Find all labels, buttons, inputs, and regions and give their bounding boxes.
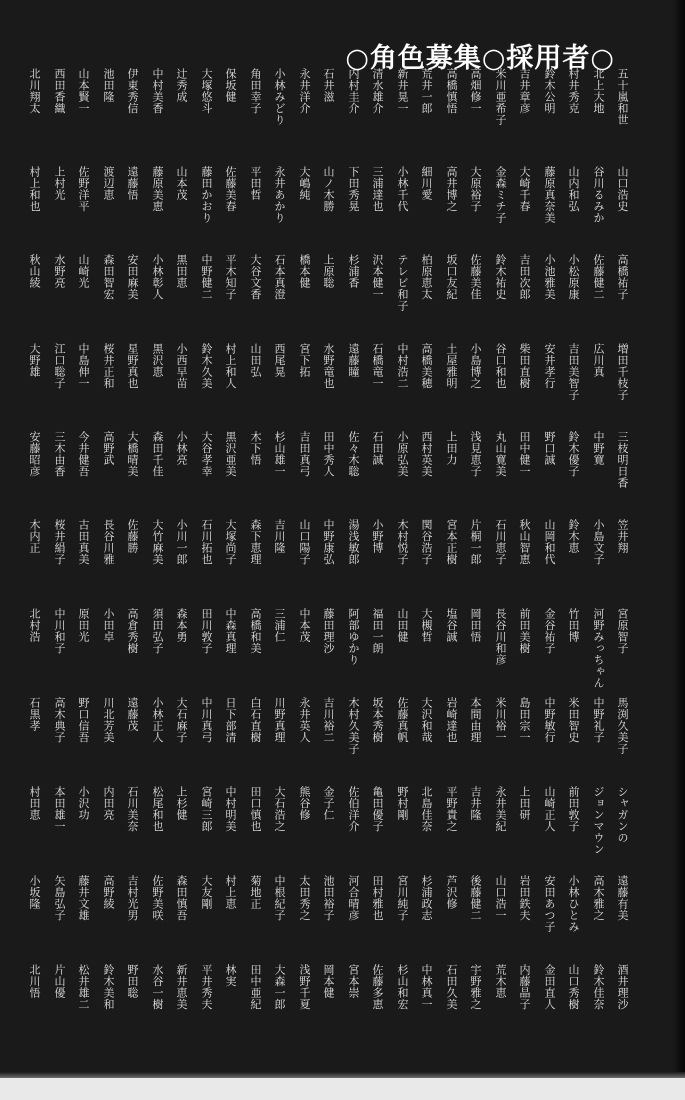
performer-name: 大野雄 bbox=[28, 343, 41, 378]
performer-name: 中野康弘 bbox=[322, 519, 335, 565]
performer-name: 田中亜紀 bbox=[249, 964, 262, 1010]
performer-name: 酒井理沙 bbox=[616, 964, 629, 1010]
name-list-row bbox=[12, 519, 630, 600]
performer-name: 太田秀之 bbox=[298, 875, 311, 921]
performer-name: 小島文子 bbox=[592, 519, 605, 565]
performer-name: 水野竜也 bbox=[322, 343, 335, 389]
performer-name: 小林千代 bbox=[396, 166, 409, 212]
performer-name: 古田真美 bbox=[77, 519, 90, 565]
performer-name: 渡辺恵 bbox=[102, 166, 115, 201]
performer-name: 山田健 bbox=[396, 608, 409, 643]
performer-name: 大沢和哉 bbox=[420, 697, 433, 743]
performer-name: 安井孝行 bbox=[543, 343, 556, 389]
performer-name: 山口浩一 bbox=[494, 875, 507, 921]
performer-name: 石川恵子 bbox=[494, 519, 507, 565]
performer-name: 高橋慎悟 bbox=[445, 68, 458, 114]
performer-name: 今井健吾 bbox=[77, 431, 90, 477]
name-list bbox=[12, 68, 630, 1068]
performer-name: 遠藤瞳 bbox=[347, 343, 360, 378]
performer-name: 高野武 bbox=[102, 431, 115, 466]
performer-name: 西村英美 bbox=[420, 431, 433, 477]
performer-name: 安藤昭彦 bbox=[28, 431, 41, 477]
performer-name: 安田あつ子 bbox=[543, 875, 556, 933]
performer-name: 中野敏行 bbox=[543, 697, 556, 743]
performer-name: 五十嵐和世 bbox=[616, 68, 629, 126]
performer-name: 田中健一 bbox=[518, 431, 531, 477]
performer-name: 村上和人 bbox=[224, 343, 237, 389]
performer-name: 森本勇 bbox=[175, 608, 188, 643]
performer-name: 三浦達也 bbox=[371, 166, 384, 212]
performer-name: 石黒孝 bbox=[28, 697, 41, 732]
name-list-row bbox=[12, 964, 630, 1058]
performer-name: 大石浩之 bbox=[273, 786, 286, 832]
performer-name: 藤井文雄 bbox=[77, 875, 90, 921]
performer-name: 遠藤有美 bbox=[616, 875, 629, 921]
performer-name: 藤田かおり bbox=[200, 166, 213, 224]
performer-name: 中村美香 bbox=[151, 68, 164, 114]
performer-name: 亀田優子 bbox=[371, 786, 384, 832]
performer-name: 中森真理 bbox=[224, 608, 237, 654]
performer-name: 野口信吾 bbox=[77, 697, 90, 743]
performer-name: 佐藤健二 bbox=[592, 254, 605, 300]
performer-name: 山本茂 bbox=[175, 166, 188, 201]
performer-name: 伊東秀信 bbox=[126, 68, 139, 114]
performer-name: 坂本秀樹 bbox=[371, 697, 384, 743]
performer-name: 水谷一樹 bbox=[151, 964, 164, 1010]
performer-name: 河合晴彦 bbox=[347, 875, 360, 921]
performer-name: 石本真澄 bbox=[273, 254, 286, 300]
performer-name: 宮原智子 bbox=[616, 608, 629, 654]
performer-name: 田口慎也 bbox=[249, 786, 262, 832]
performer-name: 木内正 bbox=[28, 519, 41, 554]
performer-name: 桜井正和 bbox=[102, 343, 115, 389]
performer-name: 鈴木公明 bbox=[543, 68, 556, 114]
performer-name: 柴田直樹 bbox=[518, 343, 531, 389]
performer-name: 吉井章彦 bbox=[518, 68, 531, 114]
performer-name: 野村剛 bbox=[396, 786, 409, 821]
performer-name: 大塚尚子 bbox=[224, 519, 237, 565]
performer-name: 高倉秀樹 bbox=[126, 608, 139, 654]
performer-name: 吉村光男 bbox=[126, 875, 139, 921]
performer-name: 岩田鉄夫 bbox=[518, 875, 531, 921]
performer-name: 川北芳美 bbox=[102, 697, 115, 743]
performer-name: 高木典子 bbox=[53, 697, 66, 743]
performer-name: 永井洋介 bbox=[298, 68, 311, 114]
performer-name: 坂口友紀 bbox=[445, 254, 458, 300]
performer-name: 松井雄二 bbox=[77, 964, 90, 1010]
performer-name: 松尾和也 bbox=[151, 786, 164, 832]
performer-name: 矢島弘子 bbox=[53, 875, 66, 921]
performer-name: 大谷文香 bbox=[249, 254, 262, 300]
performer-name: 平田哲 bbox=[249, 166, 262, 201]
performer-name: 中島伸一 bbox=[77, 343, 90, 389]
performer-name: 山口陽子 bbox=[298, 519, 311, 565]
performer-name: 大橋晴美 bbox=[126, 431, 139, 477]
page-bottom-edge bbox=[0, 1072, 685, 1100]
performer-name: 鈴木美和 bbox=[102, 964, 115, 1010]
performer-name: ジョンマウン bbox=[592, 786, 605, 855]
performer-name: 佐野洋平 bbox=[77, 166, 90, 212]
performer-name: 星野真也 bbox=[126, 343, 139, 389]
performer-name: 米田智史 bbox=[567, 697, 580, 743]
performer-name: 林実 bbox=[224, 964, 237, 987]
performer-name: 荒井一郎 bbox=[420, 68, 433, 114]
performer-name: 長谷川和彦 bbox=[494, 608, 507, 666]
performer-name: テレビ和子 bbox=[396, 254, 409, 312]
performer-name: 阿部ゆかり bbox=[347, 608, 360, 666]
performer-name: 池田裕子 bbox=[322, 875, 335, 921]
performer-name: 大竹麻美 bbox=[151, 519, 164, 565]
performer-name: 西田香織 bbox=[53, 68, 66, 114]
performer-name: 杉山雄一 bbox=[273, 431, 286, 477]
performer-name: 三枝明日香 bbox=[616, 431, 629, 489]
performer-name: 小野博 bbox=[371, 519, 384, 554]
name-list-row bbox=[12, 875, 630, 956]
performer-name: 塩谷誠 bbox=[445, 608, 458, 643]
performer-name: 米川亜希子 bbox=[494, 68, 507, 126]
performer-name: 高橋美穂 bbox=[420, 343, 433, 389]
performer-name: 中根紀子 bbox=[273, 875, 286, 921]
performer-name: 土屋雅明 bbox=[445, 343, 458, 389]
performer-name: 桜井絹子 bbox=[53, 519, 66, 565]
performer-name: 宮本崇 bbox=[347, 964, 360, 999]
performer-name: 三浦仁 bbox=[273, 608, 286, 643]
performer-name: 永井あかり bbox=[273, 166, 286, 224]
performer-name: 吉井隆 bbox=[469, 786, 482, 821]
performer-name: 新井恵美 bbox=[175, 964, 188, 1010]
name-list-row bbox=[12, 697, 630, 778]
name-list-row bbox=[12, 608, 630, 689]
performer-name: 中川和子 bbox=[53, 608, 66, 654]
performer-name: 鈴木久美 bbox=[200, 343, 213, 389]
performer-name: 田中秀人 bbox=[322, 431, 335, 477]
performer-name: 内藤晶子 bbox=[518, 964, 531, 1010]
performer-name: 遠藤悟 bbox=[126, 166, 139, 201]
performer-name: 竹田博 bbox=[567, 608, 580, 643]
performer-name: 小池雅美 bbox=[543, 254, 556, 300]
name-list-row bbox=[12, 343, 630, 423]
performer-name: 山崎光 bbox=[77, 254, 90, 289]
performer-name: 小沢功 bbox=[77, 786, 90, 821]
performer-name: 岡本健 bbox=[322, 964, 335, 999]
performer-name: 永井美紀 bbox=[494, 786, 507, 832]
performer-name: 森下恵理 bbox=[249, 519, 262, 565]
performer-name: 村井秀克 bbox=[567, 68, 580, 114]
performer-name: 吉川裕二 bbox=[322, 697, 335, 743]
performer-name: 橋本健 bbox=[298, 254, 311, 289]
performer-name: 黒沢亜美 bbox=[224, 431, 237, 477]
performer-name: 木村久美子 bbox=[347, 697, 360, 755]
performer-name: 佐野美咲 bbox=[151, 875, 164, 921]
performer-name: 中野寛 bbox=[592, 431, 605, 466]
performer-name: 角田幸子 bbox=[249, 68, 262, 114]
performer-name: 増田千枝子 bbox=[616, 343, 629, 401]
performer-name: 大崎千春 bbox=[518, 166, 531, 212]
performer-name: 北島佳奈 bbox=[420, 786, 433, 832]
performer-name: 吉田美智子 bbox=[567, 343, 580, 401]
page-title: ○角色募集○採用者○ bbox=[345, 43, 615, 74]
performer-name: 福田一朗 bbox=[371, 608, 384, 654]
performer-name: 長谷川雅 bbox=[102, 519, 115, 565]
performer-name: 佐々木聡 bbox=[347, 431, 360, 477]
performer-name: 本間由理 bbox=[469, 697, 482, 743]
performer-name: 石川拓也 bbox=[200, 519, 213, 565]
performer-name: 金森ミチ子 bbox=[494, 166, 507, 224]
performer-name: 保坂健 bbox=[224, 68, 237, 103]
performer-name: 小原弘美 bbox=[396, 431, 409, 477]
performer-name: 北川悟 bbox=[28, 964, 41, 999]
performer-name: 石田誠 bbox=[371, 431, 384, 466]
performer-name: 秋山綾 bbox=[28, 254, 41, 289]
performer-name: 内田亮 bbox=[102, 786, 115, 821]
performer-name: 辻秀成 bbox=[175, 68, 188, 103]
performer-name: 石井滋 bbox=[322, 68, 335, 103]
performer-name: 小林正人 bbox=[151, 697, 164, 743]
performer-name: 中野健二 bbox=[200, 254, 213, 300]
performer-name: 秋山智恵 bbox=[518, 519, 531, 565]
performer-name: 鈴木優子 bbox=[567, 431, 580, 477]
performer-name: 小島博之 bbox=[469, 343, 482, 389]
performer-name: 宮下拓 bbox=[298, 343, 311, 378]
performer-name: 笠井翔 bbox=[616, 519, 629, 554]
performer-name: 杉山和宏 bbox=[396, 964, 409, 1010]
performer-name: 石橋竜一 bbox=[371, 343, 384, 389]
performer-name: 大塚悠斗 bbox=[200, 68, 213, 114]
name-list-row bbox=[12, 431, 630, 511]
performer-name: 山本賢一 bbox=[77, 68, 90, 114]
performer-name: 宮川純子 bbox=[396, 875, 409, 921]
performer-name: 河野みっちゃん bbox=[592, 608, 605, 689]
performer-name: 村上和也 bbox=[28, 166, 41, 212]
performer-name: 前田敦子 bbox=[567, 786, 580, 832]
performer-name: 熊谷修 bbox=[298, 786, 311, 821]
performer-name: 片桐一郎 bbox=[469, 519, 482, 565]
name-list-row bbox=[12, 254, 630, 335]
performer-name: 須田弘子 bbox=[151, 608, 164, 654]
performer-name: 浅見恵子 bbox=[469, 431, 482, 477]
performer-name: 小林みどり bbox=[273, 68, 286, 126]
performer-name: 岡田悟 bbox=[469, 608, 482, 643]
performer-name: 白石直樹 bbox=[249, 697, 262, 743]
performer-name: 小林亮 bbox=[175, 431, 188, 466]
performer-name: 菊地正 bbox=[249, 875, 262, 910]
performer-name: 山岡和代 bbox=[543, 519, 556, 565]
performer-name: 大原裕子 bbox=[469, 166, 482, 212]
performer-name: 片山優 bbox=[53, 964, 66, 999]
performer-name: 高野綾 bbox=[102, 875, 115, 910]
performer-name: 沢本健一 bbox=[371, 254, 384, 300]
performer-name: 上原聡 bbox=[322, 254, 335, 289]
performer-name: 大森一郎 bbox=[273, 964, 286, 1010]
performer-name: 森田千佳 bbox=[151, 431, 164, 477]
performer-name: 宮本正樹 bbox=[445, 519, 458, 565]
performer-name: 高木雅之 bbox=[592, 875, 605, 921]
performer-name: 関谷浩子 bbox=[420, 519, 433, 565]
performer-name: 小川一郎 bbox=[175, 519, 188, 565]
performer-name: 日下部清 bbox=[224, 697, 237, 743]
performer-name: シャガンの bbox=[616, 786, 629, 844]
performer-name: 吉田真弓 bbox=[298, 431, 311, 477]
performer-name: 佐藤美春 bbox=[224, 166, 237, 212]
name-list-row bbox=[28, 166, 630, 246]
performer-name: 馬渕久美子 bbox=[616, 697, 629, 755]
performer-name: 石川美奈 bbox=[126, 786, 139, 832]
performer-name: 山崎正人 bbox=[543, 786, 556, 832]
performer-name: 三木由香 bbox=[53, 431, 66, 477]
performer-name: 木下悟 bbox=[249, 431, 262, 466]
performer-name: 上村光 bbox=[53, 166, 66, 201]
performer-name: 高井博之 bbox=[445, 166, 458, 212]
performer-name: 佐藤美佳 bbox=[469, 254, 482, 300]
performer-name: 安田麻美 bbox=[126, 254, 139, 300]
name-list-row bbox=[12, 786, 630, 867]
performer-name: 吉田次郎 bbox=[518, 254, 531, 300]
performer-name: 藤原真奈美 bbox=[543, 166, 556, 224]
performer-name: 高橋祐子 bbox=[616, 254, 629, 300]
performer-name: 中野礼子 bbox=[592, 697, 605, 743]
performer-name: 下田秀晃 bbox=[347, 166, 360, 212]
performer-name: 高橋和美 bbox=[249, 608, 262, 654]
performer-name: 広川真 bbox=[592, 343, 605, 378]
performer-name: 小林彰人 bbox=[151, 254, 164, 300]
performer-name: 鈴木佳奈 bbox=[592, 964, 605, 1010]
performer-name: 北川翔太 bbox=[28, 68, 41, 114]
performer-name: 上杉健 bbox=[175, 786, 188, 821]
performer-name: 山口浩史 bbox=[616, 166, 629, 212]
performer-name: 鈴木祐史 bbox=[494, 254, 507, 300]
performer-name: 森田智宏 bbox=[102, 254, 115, 300]
performer-name: 細川愛 bbox=[420, 166, 433, 201]
performer-name: 平野貴之 bbox=[445, 786, 458, 832]
performer-name: 谷川るみか bbox=[592, 166, 605, 224]
performer-name: 石田久美 bbox=[445, 964, 458, 1010]
performer-name: 中本茂 bbox=[298, 608, 311, 643]
performer-name: 村田恵 bbox=[28, 786, 41, 821]
performer-name: 中林真一 bbox=[420, 964, 433, 1010]
performer-name: 中村浩二 bbox=[396, 343, 409, 389]
performer-name: 上田研 bbox=[518, 786, 531, 821]
performer-name: 大槻哲 bbox=[420, 608, 433, 643]
performer-name: 山口秀樹 bbox=[567, 964, 580, 1010]
performer-name: 浅野千夏 bbox=[298, 964, 311, 1010]
performer-name: 後藤健二 bbox=[469, 875, 482, 921]
performer-name: 小松原康 bbox=[567, 254, 580, 300]
performer-name: 新井晃一 bbox=[396, 68, 409, 114]
book-binding-edge bbox=[673, 0, 685, 1100]
performer-name: 中川真弓 bbox=[200, 697, 213, 743]
performer-name: 佐藤多恵 bbox=[371, 964, 384, 1010]
performer-name: 黒沢恵 bbox=[151, 343, 164, 378]
name-list-row bbox=[12, 68, 630, 156]
performer-name: 江口聡子 bbox=[53, 343, 66, 389]
performer-name: 高畑修一 bbox=[469, 68, 482, 114]
performer-name: 米川裕一 bbox=[494, 697, 507, 743]
performer-name: 川野真理 bbox=[273, 697, 286, 743]
performer-name: 黒田恵 bbox=[175, 254, 188, 289]
performer-name: 金子仁 bbox=[322, 786, 335, 821]
performer-name: 森田慎吾 bbox=[175, 875, 188, 921]
performer-name: 野口誠 bbox=[543, 431, 556, 466]
performer-name: 平木知子 bbox=[224, 254, 237, 300]
performer-name: 吉川隆 bbox=[273, 519, 286, 554]
performer-name: 金谷祐子 bbox=[543, 608, 556, 654]
performer-name: 谷口和也 bbox=[494, 343, 507, 389]
performer-name: 小田卓 bbox=[102, 608, 115, 643]
performer-name: 藤田理沙 bbox=[322, 608, 335, 654]
performer-name: 荒木恵 bbox=[494, 964, 507, 999]
performer-name: 大石麻子 bbox=[175, 697, 188, 743]
performer-name: 藤原美恵 bbox=[151, 166, 164, 212]
performer-name: 池田隆 bbox=[102, 68, 115, 103]
performer-name: 木村悦子 bbox=[396, 519, 409, 565]
performer-name: 北上大地 bbox=[592, 68, 605, 114]
performer-name: 島田宗一 bbox=[518, 697, 531, 743]
performer-name: 永井英人 bbox=[298, 697, 311, 743]
performer-name: 宮崎三郎 bbox=[200, 786, 213, 832]
performer-name: 佐藤勝 bbox=[126, 519, 139, 554]
performer-name: 湯浅敏郎 bbox=[347, 519, 360, 565]
performer-name: 山ノ木勝 bbox=[322, 166, 335, 212]
performer-name: 遠藤茂 bbox=[126, 697, 139, 732]
performer-name: 田川敦子 bbox=[200, 608, 213, 654]
performer-name: 中村明美 bbox=[224, 786, 237, 832]
performer-name: 佐藤真帆 bbox=[396, 697, 409, 743]
performer-name: 本田雄一 bbox=[53, 786, 66, 832]
performer-name: 丸山寛美 bbox=[494, 431, 507, 477]
performer-name: 平井秀夫 bbox=[200, 964, 213, 1010]
performer-name: 水野亮 bbox=[53, 254, 66, 289]
performer-name: 小林ひとみ bbox=[567, 875, 580, 933]
performer-name: 小西早苗 bbox=[175, 343, 188, 389]
performer-name: 杉浦香 bbox=[347, 254, 360, 289]
performer-name: 田村雅也 bbox=[371, 875, 384, 921]
performer-name: 大谷孝幸 bbox=[200, 431, 213, 477]
performer-name: 前田美樹 bbox=[518, 608, 531, 654]
performer-name: 山内和弘 bbox=[567, 166, 580, 212]
performer-name: 宇野雅之 bbox=[469, 964, 482, 1010]
performer-name: 内村圭介 bbox=[347, 68, 360, 114]
performer-name: 岩崎達也 bbox=[445, 697, 458, 743]
performer-name: 佐伯洋介 bbox=[347, 786, 360, 832]
performer-name: 小坂隆 bbox=[28, 875, 41, 910]
performer-name: 大友剛 bbox=[200, 875, 213, 910]
performer-name: 柏原恵太 bbox=[420, 254, 433, 300]
performer-name: 杉浦政志 bbox=[420, 875, 433, 921]
performer-name: 上田力 bbox=[445, 431, 458, 466]
performer-name: 大嶋純 bbox=[298, 166, 311, 201]
performer-name: 野田聡 bbox=[126, 964, 139, 999]
performer-name: 芦沢修 bbox=[445, 875, 458, 910]
performer-name: 清水雄介 bbox=[371, 68, 384, 114]
performer-name: 村上恵 bbox=[224, 875, 237, 910]
performer-name: 山田弘 bbox=[249, 343, 262, 378]
performer-name: 金田直人 bbox=[543, 964, 556, 1010]
performer-name: 西尾晃 bbox=[273, 343, 286, 378]
performer-name: 北村浩 bbox=[28, 608, 41, 643]
performer-name: 原田光 bbox=[77, 608, 90, 643]
performer-name: 鈴木恵 bbox=[567, 519, 580, 554]
